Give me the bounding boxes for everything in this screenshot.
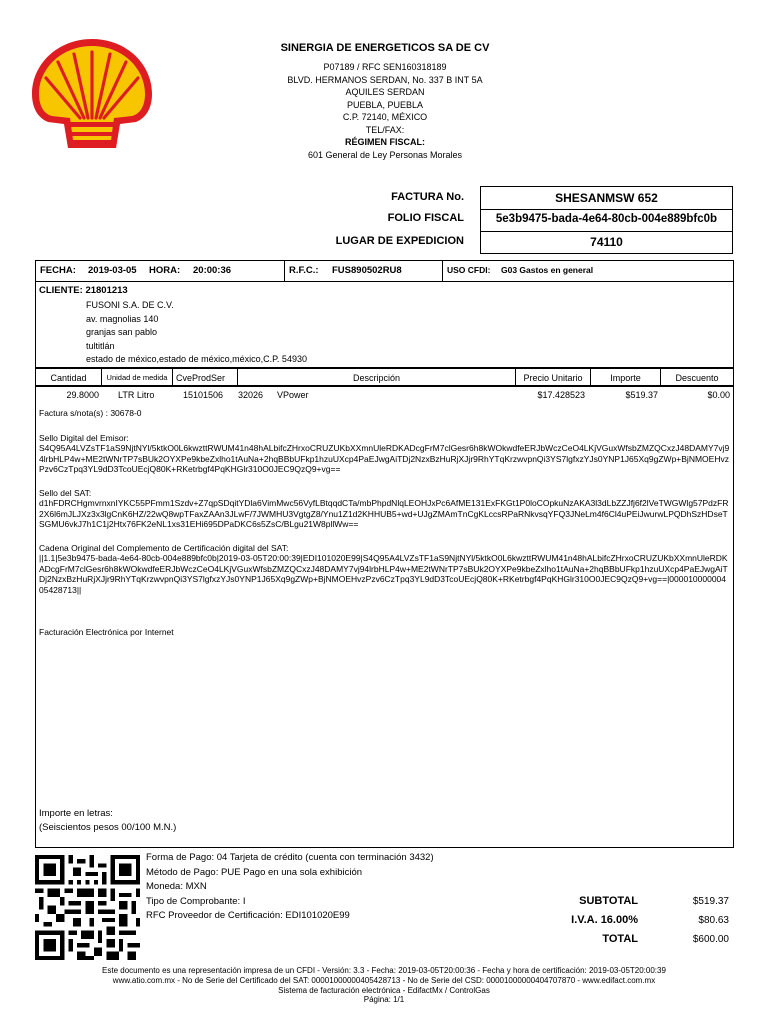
sello-sat: d1hFDRCHgmvrnxnIYKC55PFmm1Szdv+Z7qpSDqitYDla6VimMwc56VyfLBtqqdCTa/mbPhpdNlqLEOHJxPc6AfME131ExFKGt1P0loCOpkuNzAKA3l3dLbZZJfj6f2lVeTWGWlg57PdzFR2X6l6mJLJXz3x3lgCnK6HZ/22wQ8wpTFaxZAAn3JLwF/7JWMHU3VgtgZ8/Ynu1Z1d2KHHUB5+wd+UJgZMAmTnCgKLccsRPaRNkvsqYFQ3JNeLm4f6Cl4uPEiJwurwLPQDhSzHDseTSGMU6vkJ7h1C1j2Htx76FK2eNL1xs31EHi695DPaDKC6s5ZsC/BLgu21W8pllWw== [39,498,729,529]
hora-label: HORA: [149,265,181,276]
row-unidad: LTR Litro [118,390,155,400]
table-header [35,368,734,386]
importe-letras-label: Importe en letras: [39,808,113,819]
forma-pago: Forma de Pago: 04 Tarjeta de crédito (cuenta con terminación 3432) [146,852,434,863]
company-colonia: AQUILES SERDAN [345,87,425,97]
col-unidad: Unidad de medida [106,373,168,382]
row-descripcion: VPower [277,390,309,400]
company-cp: C.P. 72140, MÉXICO [342,112,428,122]
company-city: PUEBLA, PUEBLA [346,99,424,110]
company-tel: TEL/FAX: [365,124,405,135]
folio-label: FOLIO FISCAL [387,212,464,224]
company-address: BLVD. HERMANOS SERDAN, No. 337 B INT 5A [287,74,483,85]
metodo-pago: Método de Pago: PUE Pago en una sola exhibición [146,866,363,878]
col-descripcion: Descripción [352,373,401,383]
importe-letras: (Seiscientos pesos 00/100 M.N.) [39,822,177,833]
facturacion-electronica: Facturación Electrónica por Internet [39,627,174,637]
client-label: CLIENTE: 21801213 [39,285,128,296]
col-cantidad: Cantidad [50,373,87,383]
rfc-proveedor: RFC Proveedor de Certificación: EDI101020E99 [146,910,350,921]
company-name: SINERGIA DE ENERGETICOS SA DE CV [280,42,490,54]
col-cve: CveProdSer [176,373,226,383]
footer-line2: www.atio.com.mx - No de Serie del Certificado del SAT: 00001000000405428713 - No de Serie del CSD: 00001000000404707870 - www.edifact.com.mx [112,975,656,985]
folio-fiscal: 5e3b9475-bada-4e64-80cb-004e889bfc0b [495,213,718,225]
sello-sat-label: Sello del SAT: [39,488,92,498]
uso-value: G03 Gastos en general [501,265,594,275]
moneda: Moneda: MXN [146,881,207,892]
fecha-value: 2019-03-05 [88,265,137,276]
footer-line1: Este documento es una representación impresa de un CFDI - Versión: 3.3 - Fecha: 2019-03-05T20:00:36 - Fecha y hora de certificación: 2019-03-05T20:00:39 [102,966,666,975]
meta-row [35,260,734,282]
client-addr1: av. magnolias 140 [86,313,159,324]
total-value: $600.00 [692,934,729,945]
uso-label: USO CFDI: [447,265,491,275]
regimen-label: RÉGIMEN FISCAL: [345,137,425,147]
row-cve: 15101506 [183,390,224,400]
lugar-label: LUGAR DE EXPEDICION [335,235,464,247]
client-name: FUSONI S.A. DE C.V. [86,300,174,310]
lugar-expedicion: 74110 [590,235,623,249]
row-cantidad: 29.8000 [66,390,99,400]
subtotal-label: SUBTOTAL [579,895,638,907]
invoice-box [480,186,733,254]
subtotal-value: $519.37 [692,896,729,907]
regimen-value: 601 General de Ley Personas Morales [307,149,463,160]
client-addr4: estado de méxico,estado de méxico,méxico,C.P. 54930 [86,354,307,364]
qr-code [35,855,140,960]
factura-notas: Factura s/nota(s) : 30678-0 [39,408,142,418]
iva-label: I.V.A. 16.00% [571,914,638,926]
footer-page: Página: 1/1 [363,995,405,1005]
sello-emisor: S4Q95A4LVZsTF1aS9NjtNYl/5ktkO0L6kwzttRWUM41n48hALbifcZHrxoCRUZUKbXXmnUleRDKADcgFrM7clGesr6h8kWOkwdfeERJbWczCeO4LKjVGuxWfsbZMZQCxzJ48DAMY7vj94lrbHLP4w+ME2tWNrTP7sBUk2OYXPe9kbeZxlho1tAuNa+2hqBBbUFkp1hzuUXcp4PaEJwgAiTDj2NzxBzHuRjXJjr9RhYTqKrzwvpnQi3YS7lgfxzYJs0YNP1J65Xq9gZWp+BjNMOEHvzPzv6CzTpq3YL9dD3TcoUEcjQ80K+RKetrbgf4PqKHGlr310O0JEC9QzQ9+vg== [39,443,730,474]
client-addr2: granjas san pablo [86,327,158,337]
total-label: TOTAL [602,933,638,945]
shell-logo [28,36,156,154]
row-code: 32026 [238,390,264,400]
rfc-value: FUS890502RU8 [332,265,402,276]
factura-number: SHESANMSW 652 [555,191,658,205]
cadena-label: Cadena Original del Complemento de Certificación digital del SAT: [39,543,289,553]
client-box [35,281,734,368]
rfc-label: R.F.C.: [289,265,319,276]
cadena-original: ||1.1|5e3b9475-bada-4e64-80cb-004e889bfc0b|2019-03-05T20:00:39|EDI101020E99|S4Q95A4LVZsTF1aS9NjtNYl/5ktkO0L6kwzttRWUM41n48hALbifcZHrxoCRUZUKbXXmnUleRDKADcgFrM7clGesr6h8kWOkwdfeERJbWczCeO4LKjVGuxWfsbZMZQCxzJ48DAMY7vj94lrbHLP4w+ME2tWNrTP7sBUk2OYXPe9kbeZxlho1tAuNa+2hqBBbUFkp1hzuUXcp4PaEJwgAiTDj2NzxBzHuRjXJjr9RhYTqKrzwvpnQi3YS7lgfxzYJs0YNP1J65Xq9gZWp+BjNMOEHvzPzv6CzTpq3YL9dD3TcoUEcjQ80K+RKetrbgf4PqKHGlr310O0JEC9QzQ9+vg==|00001000000405428713|| [39,553,728,595]
company-rfc: P07189 / RFC SEN160318189 [323,62,447,72]
footer-line3: Sistema de facturación electrónica - EdifactMx / ControlGas [278,985,490,995]
col-importe: Importe [610,373,641,383]
sello-emisor-label: Sello Digital del Emisor: [39,433,129,443]
row-descuento: $0.00 [707,390,730,400]
col-precio: Precio Unitario [523,373,583,383]
fecha-label: FECHA: [40,265,76,276]
factura-label: FACTURA No. [391,191,464,203]
row-precio: $17.428523 [537,390,585,400]
tipo-comprobante: Tipo de Comprobante: I [146,895,246,907]
iva-value: $80.63 [698,915,729,926]
hora-value: 20:00:36 [193,265,232,276]
col-descuento: Descuento [675,373,719,383]
client-addr3: tultitlán [86,340,115,351]
row-importe: $519.37 [625,390,658,400]
